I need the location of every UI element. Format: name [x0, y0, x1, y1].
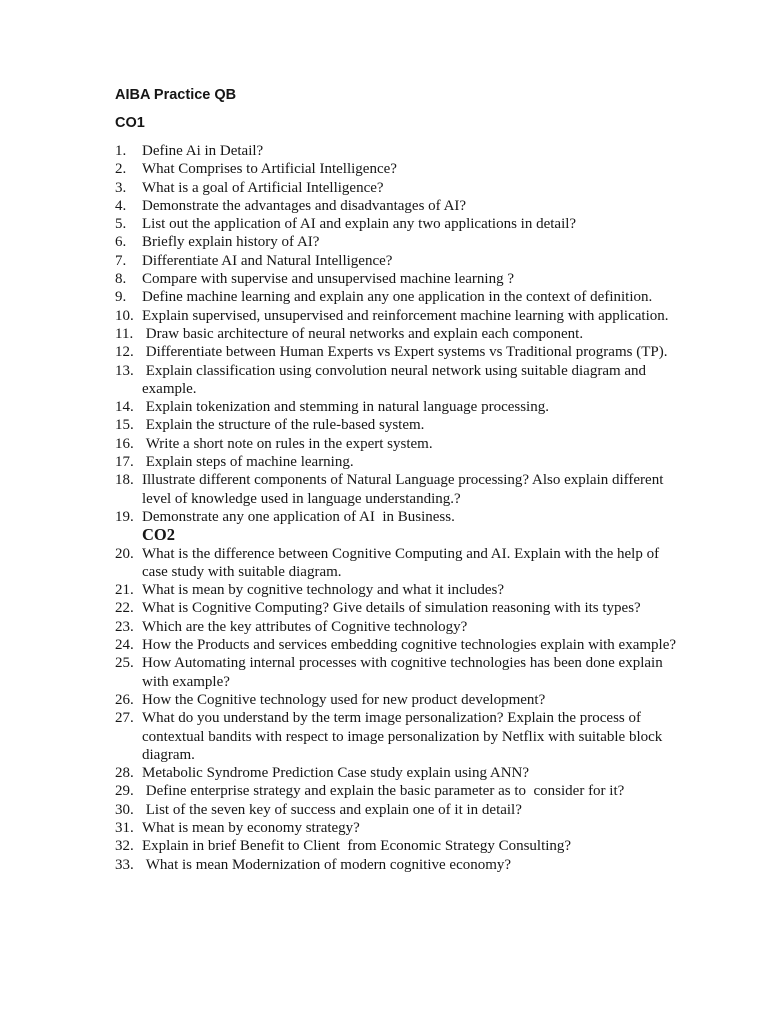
question-text: What is a goal of Artificial Intelligence? [142, 179, 384, 196]
question-item [115, 160, 684, 178]
question-number: 23. [115, 618, 134, 635]
question-text: Demonstrate any one application of AI in Business. [142, 508, 455, 525]
question-item [115, 362, 684, 399]
question-text: What is the difference between Cognitive Computing and AI. Explain with the help of case study with suitable diagram. [142, 545, 663, 580]
question-number: 10. [115, 307, 134, 324]
question-number: 4. [115, 197, 127, 214]
question-text: What is mean Modernization of modern cognitive economy? [142, 856, 512, 873]
question-number: 5. [115, 216, 127, 233]
question-item [115, 819, 684, 837]
section-co1-heading: CO1 [115, 115, 145, 131]
question-text: What Comprises to Artificial Intelligence? [142, 161, 397, 178]
question-number: 33. [115, 856, 134, 873]
question-text: What is mean by economy strategy? [142, 819, 360, 836]
question-text: List of the seven key of success and explain one of it in detail? [142, 801, 522, 818]
question-list-co1 [115, 142, 684, 526]
question-item [115, 343, 684, 361]
question-text: Differentiate AI and Natural Intelligence? [142, 252, 393, 269]
question-item [115, 453, 684, 471]
question-number: 19. [115, 508, 134, 525]
question-item [115, 837, 684, 855]
question-item [115, 782, 684, 800]
question-number: 14. [115, 399, 134, 416]
question-item [115, 581, 684, 599]
question-text: What is Cognitive Computing? Give details of simulation reasoning with its types? [142, 600, 641, 617]
question-number: 11. [115, 325, 134, 342]
question-number: 6. [115, 234, 127, 251]
question-text: Explain steps of machine learning. [142, 454, 354, 471]
question-item [115, 398, 684, 416]
question-text: Compare with supervise and unsupervised machine learning ? [142, 271, 514, 288]
question-number: 20. [115, 545, 134, 562]
question-text: List out the application of AI and explain any two applications in detail? [142, 216, 577, 233]
question-item [115, 142, 684, 160]
question-number: 9. [115, 289, 127, 306]
question-list-co2 [115, 545, 684, 874]
question-number: 8. [115, 271, 127, 288]
question-item [115, 307, 684, 325]
question-number: 16. [115, 435, 134, 452]
question-item [115, 691, 684, 709]
question-number: 29. [115, 783, 134, 800]
question-text: Explain tokenization and stemming in natural language processing. [142, 399, 549, 416]
question-item [115, 599, 684, 617]
question-item [115, 508, 684, 526]
question-text: What is mean by cognitive technology and what it includes? [142, 582, 504, 599]
question-text: How the Products and services embedding cognitive technologies explain with example? [142, 637, 677, 654]
question-item [115, 197, 684, 215]
question-item [115, 233, 684, 251]
question-item [115, 270, 684, 288]
question-text: How Automating internal processes with cognitive technologies has been done explain with example? [142, 655, 667, 690]
question-item [115, 801, 684, 819]
question-text: What do you understand by the term image personalization? Explain the process of contextual bandits with respect to image personalization by Netflix with suitable block diagram. [142, 710, 667, 763]
question-text: Differentiate between Human Experts vs Expert systems vs Traditional programs (TP). [142, 344, 668, 361]
question-item [115, 435, 684, 453]
document-title: AIBA Practice QB [115, 87, 237, 103]
question-text: Define machine learning and explain any one application in the context of definition. [142, 289, 653, 306]
question-item [115, 856, 684, 874]
question-text: Explain the structure of the rule-based system. [142, 417, 425, 434]
question-number: 1. [115, 143, 127, 159]
question-number: 32. [115, 838, 134, 855]
question-item [115, 764, 684, 782]
question-item [115, 179, 684, 197]
question-number: 18. [115, 472, 134, 489]
question-text: Define enterprise strategy and explain the basic parameter as to consider for it? [142, 783, 625, 800]
question-number: 24. [115, 637, 134, 654]
question-item [115, 545, 684, 582]
question-item [115, 709, 684, 764]
question-number: 2. [115, 161, 127, 178]
question-item [115, 416, 684, 434]
question-number: 22. [115, 600, 134, 617]
question-item [115, 288, 684, 306]
question-text: Draw basic architecture of neural networks and explain each component. [142, 325, 584, 342]
question-number: 31. [115, 819, 134, 836]
question-number: 30. [115, 801, 134, 818]
question-item [115, 636, 684, 654]
question-text: Briefly explain history of AI? [142, 234, 320, 251]
question-item [115, 325, 684, 343]
question-text: Define Ai in Detail? [142, 143, 264, 159]
question-text: Illustrate different components of Natural Language processing? Also explain different level of knowledge used in language understanding.? [142, 472, 668, 507]
question-item [115, 618, 684, 636]
question-number: 25. [115, 655, 134, 672]
question-number: 26. [115, 691, 134, 708]
question-number: 7. [115, 252, 127, 269]
question-number: 17. [115, 454, 134, 471]
question-item [115, 215, 684, 233]
question-item [115, 654, 684, 691]
question-number: 28. [115, 765, 134, 782]
question-number: 3. [115, 179, 127, 196]
question-text: Write a short note on rules in the expert system. [142, 435, 433, 452]
question-number: 21. [115, 582, 134, 599]
question-text: Explain in brief Benefit to Client from Economic Strategy Consulting? [142, 838, 572, 855]
question-number: 13. [115, 362, 134, 379]
section-co2-heading: CO2 [142, 525, 175, 545]
question-item [115, 471, 684, 508]
question-number: 12. [115, 344, 134, 361]
question-text: How the Cognitive technology used for new product development? [142, 691, 546, 708]
question-item [115, 252, 684, 270]
question-number: 15. [115, 417, 134, 434]
question-text: Demonstrate the advantages and disadvantages of AI? [142, 197, 467, 214]
question-text: Explain classification using convolution neural network using suitable diagram and example. [142, 362, 650, 397]
question-text: Explain supervised, unsupervised and reinforcement machine learning with application. [142, 307, 669, 324]
question-text: Which are the key attributes of Cognitive technology? [142, 618, 468, 635]
question-number: 27. [115, 710, 134, 727]
question-text: Metabolic Syndrome Prediction Case study explain using ANN? [142, 765, 530, 782]
